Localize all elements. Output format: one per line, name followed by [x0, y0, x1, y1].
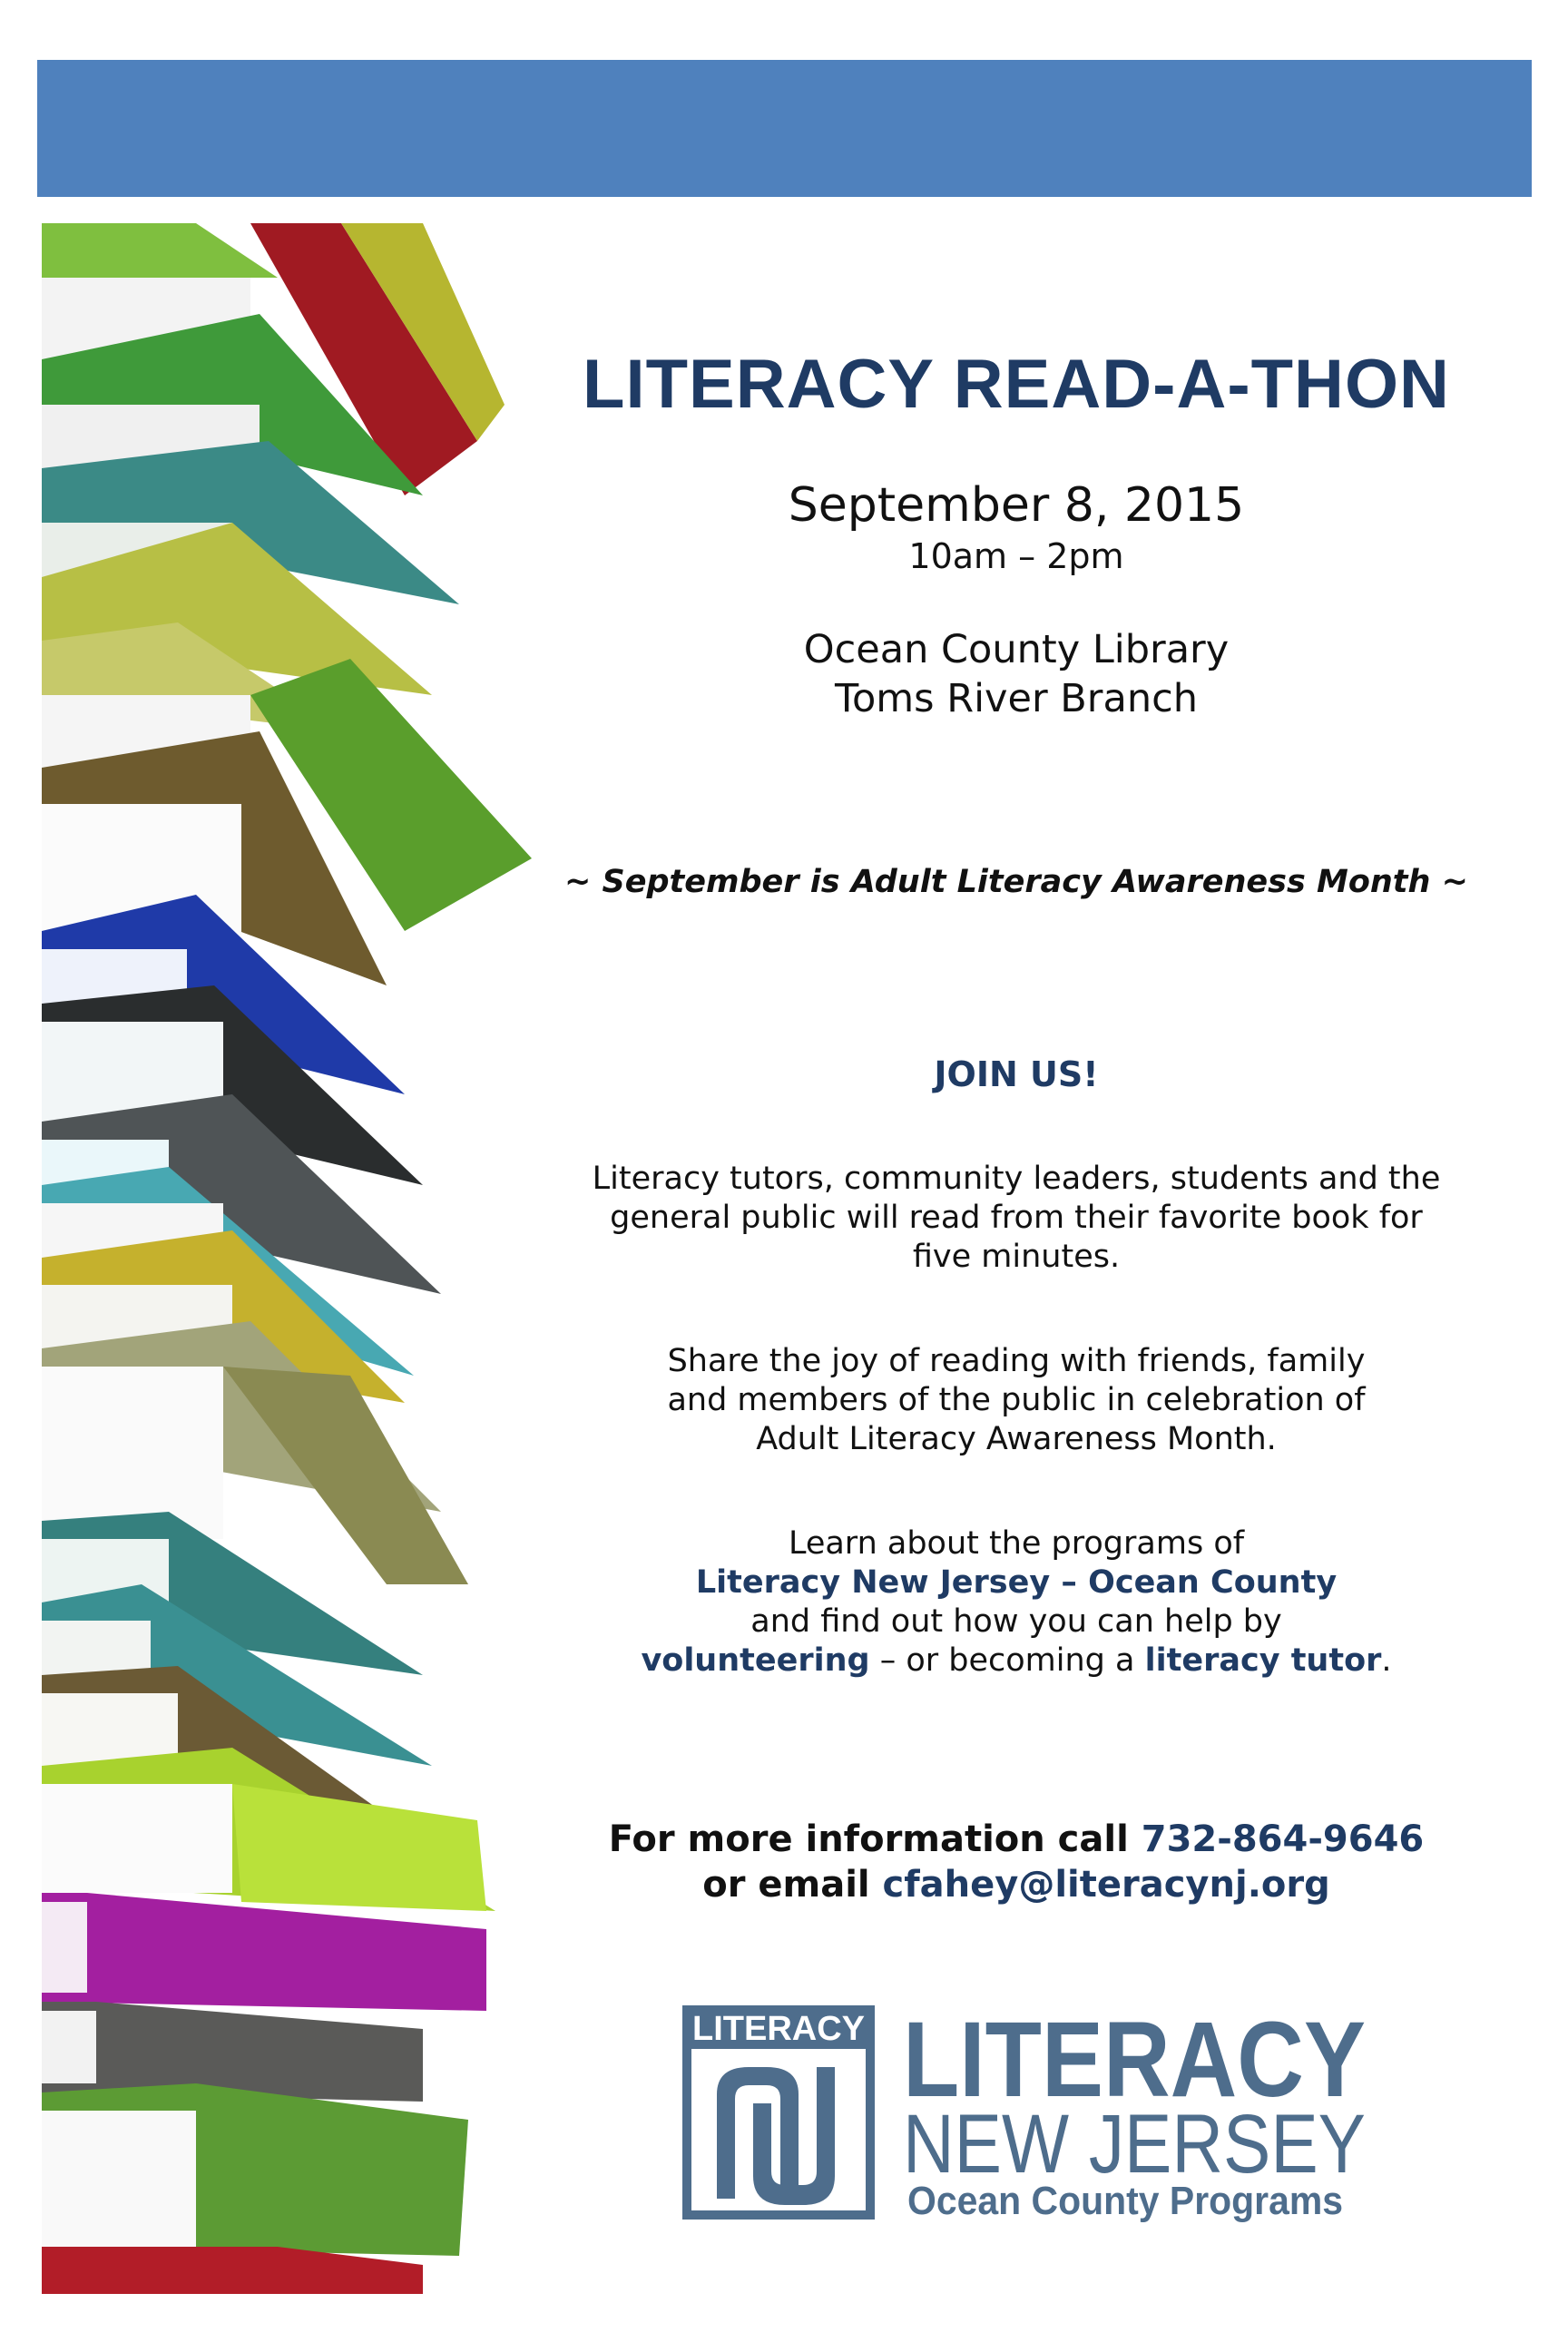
share-line-2: and members of the public in celebration of [667, 1382, 1366, 1418]
share-line-1: Share the joy of reading with friends, family [667, 1343, 1366, 1379]
learn-connector: – or becoming a [869, 1642, 1145, 1679]
paragraph-readers: Literacy tutors, community leaders, students and the general public will read from their favorite book for five minutes. [592, 1161, 1441, 1275]
book-stack-illustration [42, 223, 532, 2294]
logo-ocean-county-text: Ocean County Programs [907, 2179, 1343, 2223]
location-line-2: Toms River Branch [835, 676, 1198, 721]
call-label: For more information call [608, 1818, 1142, 1860]
paragraph-learn [563, 1524, 1470, 1681]
event-details [563, 345, 1470, 1907]
logo-literacy-text: LITERACY [903, 2000, 1366, 2120]
paragraph-share [563, 1342, 1470, 1459]
logo-new-jersey-text: NEW JERSEY [903, 2098, 1366, 2190]
event-date: September 8, 2015 [788, 478, 1245, 533]
book-spines [42, 223, 532, 2294]
header-banner [37, 60, 1532, 197]
literacy-tutor-text: literacy tutor [1144, 1642, 1382, 1679]
contact-info [563, 1817, 1470, 1907]
learn-period: . [1381, 1642, 1392, 1679]
contact-phone-line [563, 1817, 1470, 1862]
awareness-tagline: ~ September is Adult Literacy Awareness Month ~ [564, 864, 1468, 900]
join-us-heading: JOIN US! [934, 1054, 1099, 1094]
learn-line-3: and find out how you can help by [750, 1603, 1282, 1640]
phone-number[interactable]: 732-864-9646 [1141, 1818, 1425, 1860]
learn-line-4 [563, 1642, 1470, 1681]
location-line-1: Ocean County Library [803, 627, 1230, 672]
email-address[interactable]: cfahey@literacynj.org [882, 1864, 1330, 1906]
event-time: 10am – 2pm [908, 536, 1124, 576]
share-line-3: Adult Literacy Awareness Month. [756, 1421, 1277, 1457]
event-location [563, 625, 1470, 723]
volunteering-text: volunteering [641, 1642, 870, 1679]
learn-line-1: Learn about the programs of [788, 1525, 1245, 1562]
event-title: LITERACY READ-A-THON [583, 346, 1450, 423]
literacy-nj-logo [681, 2000, 1370, 2223]
org-name: Literacy New Jersey – Ocean County [695, 1564, 1338, 1601]
email-label: or email [702, 1864, 883, 1906]
contact-email-line [563, 1862, 1470, 1907]
logo-badge-text: LITERACY [692, 2010, 865, 2048]
